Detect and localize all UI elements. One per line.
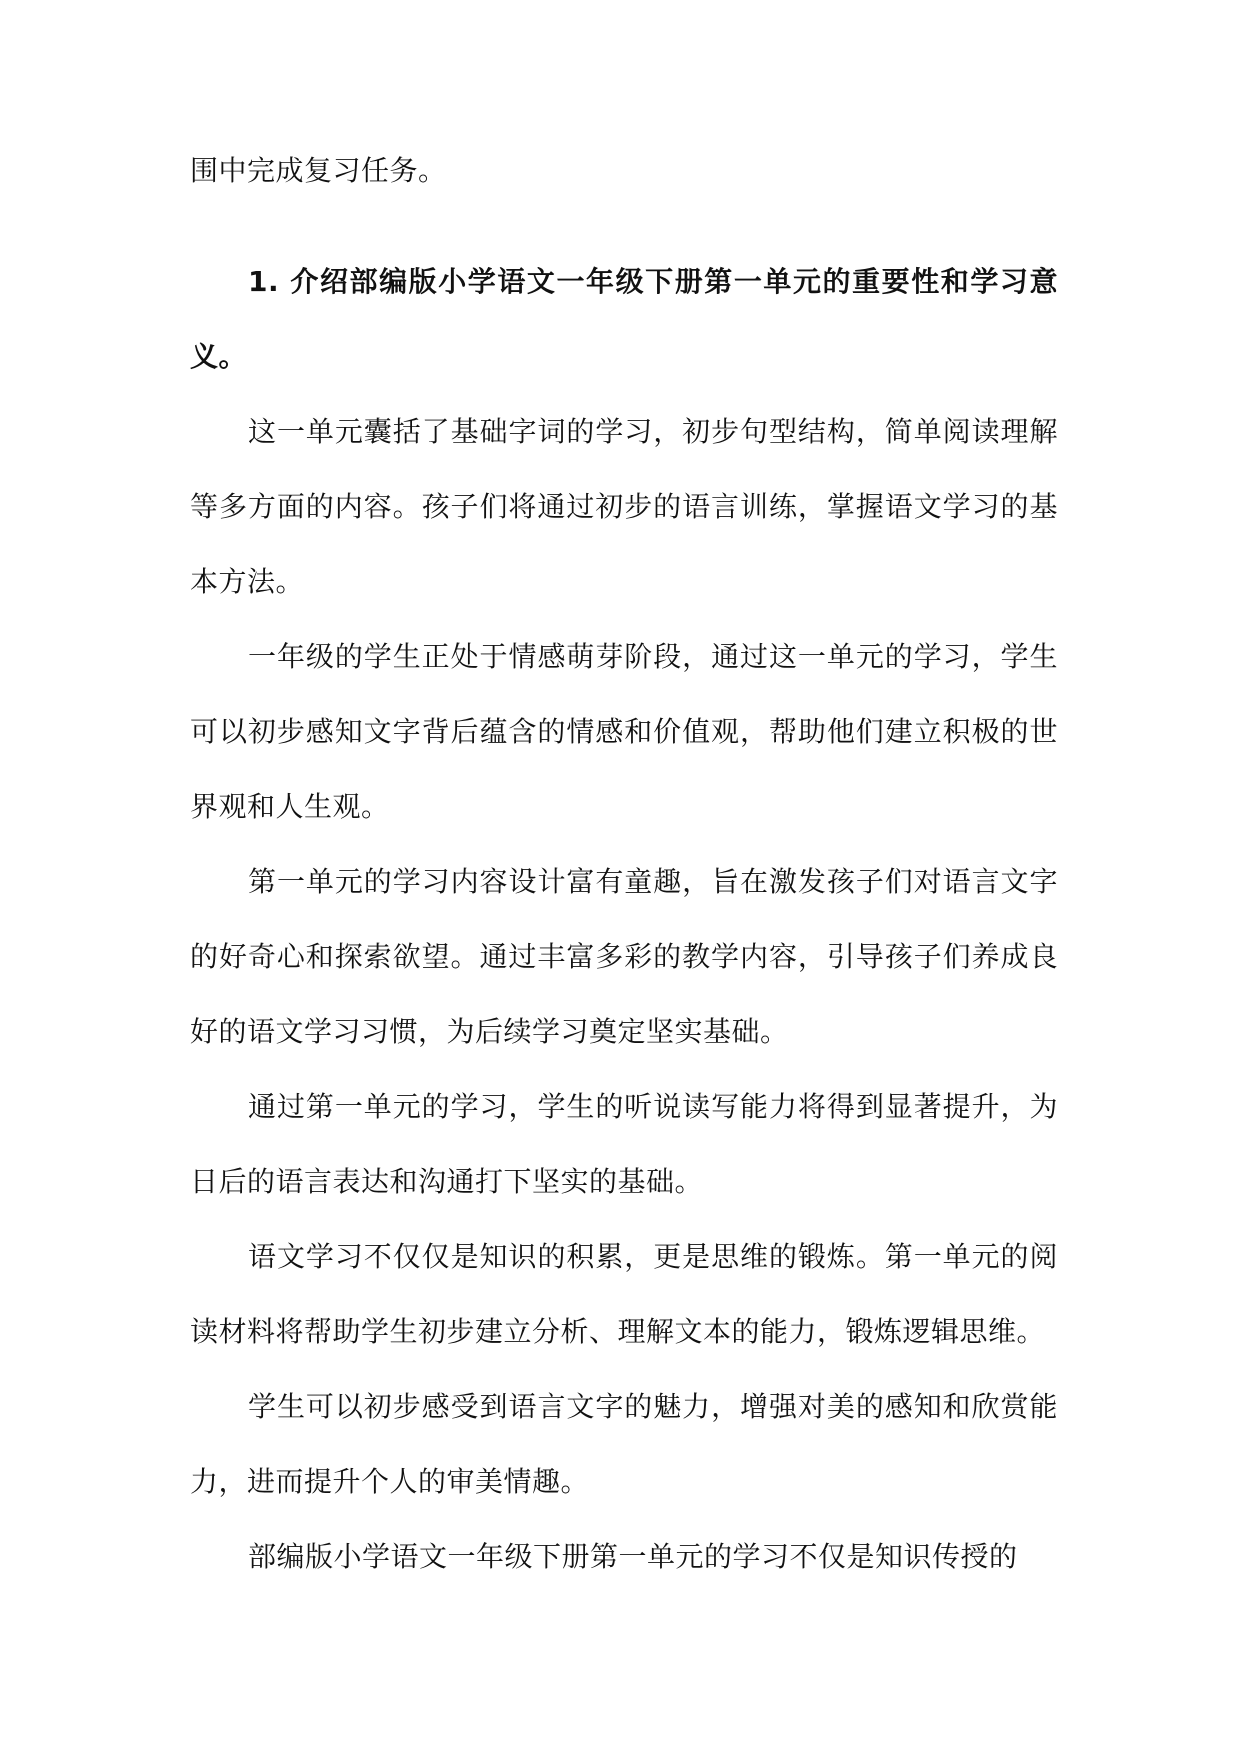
body-paragraph: 一年级的学生正处于情感萌芽阶段，通过这一单元的学习，学生可以初步感知文字背后蕴含的情感和价值观，帮助他们建立积极的世界观和人生观。 bbox=[190, 640, 1058, 823]
body-paragraph: 语文学习不仅仅是知识的积累，更是思维的锻炼。第一单元的阅读材料将帮助学生初步建立分析、理解文本的能力，锻炼逻辑思维。 bbox=[190, 1240, 1058, 1348]
section-heading: 1. 介绍部编版小学语文一年级下册第一单元的重要性和学习意义。 bbox=[190, 265, 1058, 373]
continuation-paragraph: 围中完成复习任务。 bbox=[190, 154, 447, 187]
document-body bbox=[190, 133, 1058, 1594]
body-paragraph: 这一单元囊括了基础字词的学习，初步句型结构，简单阅读理解等多方面的内容。孩子们将通过初步的语言训练，掌握语文学习的基本方法。 bbox=[190, 415, 1058, 598]
body-paragraph: 通过第一单元的学习，学生的听说读写能力将得到显著提升，为日后的语言表达和沟通打下坚实的基础。 bbox=[190, 1090, 1058, 1198]
body-paragraph: 第一单元的学习内容设计富有童趣，旨在激发孩子们对语言文字的好奇心和探索欲望。通过丰富多彩的教学内容，引导孩子们养成良好的语文学习习惯，为后续学习奠定坚实基础。 bbox=[190, 865, 1058, 1048]
body-paragraph: 部编版小学语文一年级下册第一单元的学习不仅是知识传授的 bbox=[248, 1540, 1018, 1573]
body-paragraph: 学生可以初步感受到语言文字的魅力，增强对美的感知和欣赏能力，进而提升个人的审美情趣。 bbox=[190, 1390, 1058, 1498]
